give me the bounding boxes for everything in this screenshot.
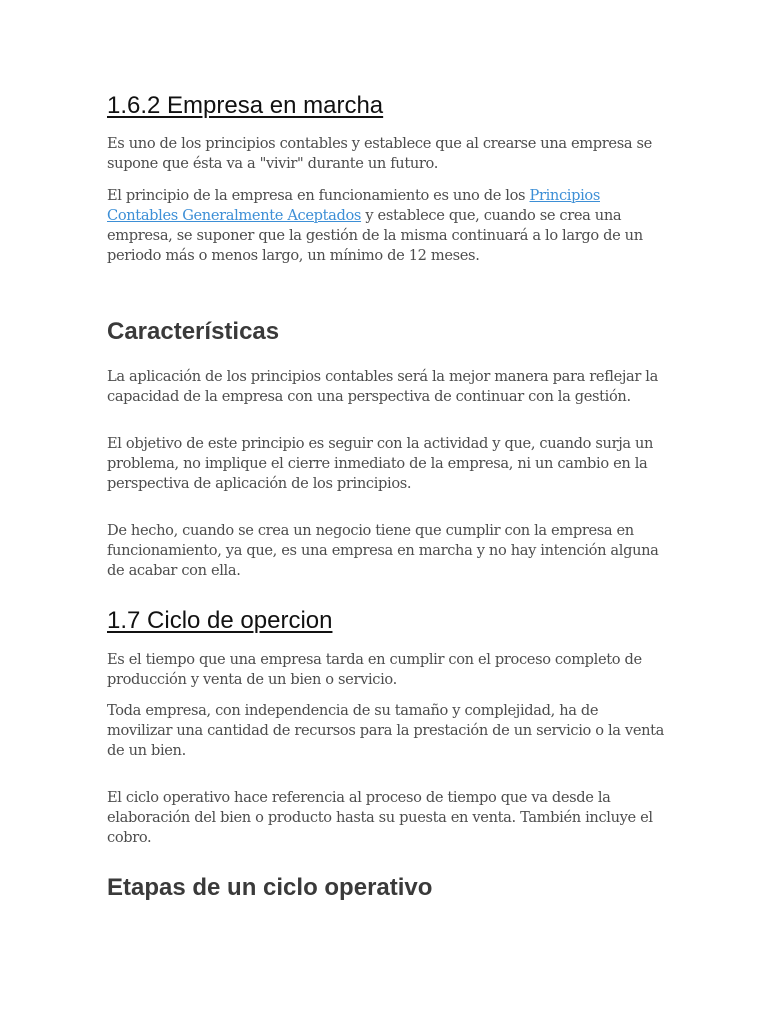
heading-caracteristicas: Características [107, 318, 280, 345]
heading-etapas-ciclo-operativo: Etapas de un ciclo operativo [107, 874, 433, 901]
paragraph-caracteristicas-3: De hecho, cuando se crea un negocio tiene que cumplir con la empresa en funcionamiento, ya que, es una empresa en marcha y no hay intención alguna de acabar con ella. [107, 522, 659, 579]
paragraph-caracteristicas-1: La aplicación de los principios contables será la mejor manera para reflejar la capacidad de la empresa con una perspectiva de continuar con la gestión. [107, 368, 658, 405]
paragraph-text-before-link: El principio de la empresa en funcionamiento es uno de los [107, 187, 530, 204]
paragraph-empresa-definition: Es uno de los principios contables y establece que al crearse una empresa se supone que ésta va a "vivir" durante un futuro. [107, 135, 652, 172]
paragraph-empresa-principle [107, 186, 667, 266]
paragraph-text-after-link: y establece que, cuando se crea una empresa, se suponer que la gestión de la misma continuará a lo largo de un periodo más o menos largo, un mínimo de 12 meses. [107, 207, 643, 264]
principios-contables-link[interactable]: Principios Contables Generalmente Aceptados [107, 187, 600, 224]
paragraph-ciclo-1: Es el tiempo que una empresa tarda en cumplir con el proceso completo de producción y venta de un bien o servicio. [107, 651, 642, 688]
paragraph-ciclo-2: Toda empresa, con independencia de su tamaño y complejidad, ha de movilizar una cantidad de recursos para la prestación de un servicio o la venta de un bien. [107, 702, 665, 759]
paragraph-ciclo-3: El ciclo operativo hace referencia al proceso de tiempo que va desde la elaboración del bien o producto hasta su puesta en venta. También incluye el cobro. [107, 789, 653, 846]
heading-ciclo-de-operacion: 1.7 Ciclo de opercion [107, 607, 333, 634]
paragraph-caracteristicas-2: El objetivo de este principio es seguir con la actividad y que, cuando surja un problema, no implique el cierre inmediato de la empresa, ni un cambio en la perspectiva de aplicación de los principios. [107, 435, 654, 492]
heading-empresa-en-marcha: 1.6.2 Empresa en marcha [107, 92, 384, 119]
